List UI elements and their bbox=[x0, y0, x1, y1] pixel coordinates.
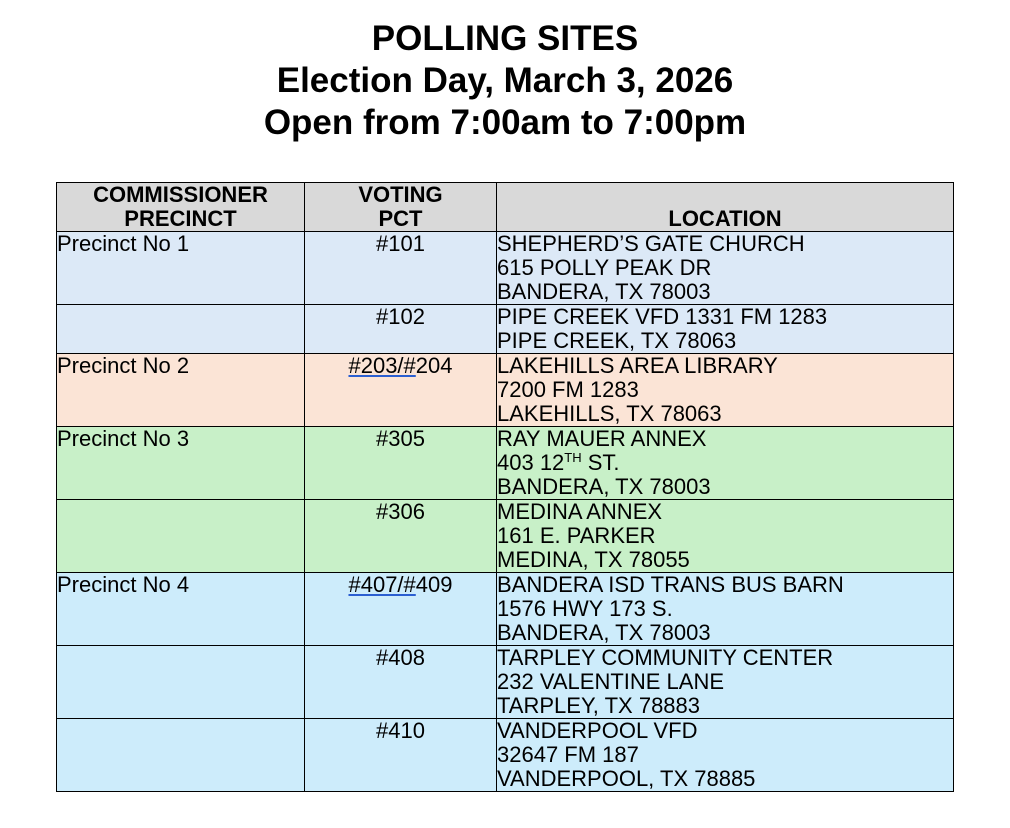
location-city: BANDERA, TX 78003 bbox=[497, 474, 711, 499]
header-location bbox=[497, 183, 954, 232]
voting-pct-cell bbox=[305, 305, 497, 354]
precinct-cell bbox=[57, 500, 305, 573]
voting-pct-cell bbox=[305, 500, 497, 573]
location-name: PIPE CREEK VFD 1331 FM 1283 bbox=[497, 304, 828, 329]
location-city: BANDERA, TX 78003 bbox=[497, 279, 711, 304]
voting-pct-label: #408 bbox=[376, 645, 425, 670]
title-line-2: Election Day, March 3, 2026 bbox=[276, 61, 734, 100]
precinct-label: Precinct No 1 bbox=[57, 231, 190, 256]
header-location-label: LOCATION bbox=[668, 206, 782, 231]
location-cell bbox=[497, 427, 954, 500]
location-city: MEDINA, TX 78055 bbox=[497, 547, 690, 572]
document-title bbox=[0, 18, 1010, 144]
header-voting-pct bbox=[305, 183, 497, 232]
header-voting-line1: VOTING bbox=[358, 182, 443, 207]
location-name: BANDERA ISD TRANS BUS BARN bbox=[497, 572, 844, 597]
voting-pct-label: #305 bbox=[376, 426, 425, 451]
location-cell bbox=[497, 305, 954, 354]
voting-pct-suffix: 204 bbox=[415, 353, 453, 378]
location-street: 615 POLLY PEAK DR bbox=[497, 255, 712, 280]
voting-pct-label: #101 bbox=[376, 231, 425, 256]
ordinal-suffix: TH bbox=[564, 450, 582, 465]
location-city: LAKEHILLS, TX 78063 bbox=[497, 401, 722, 426]
voting-pct-link[interactable]: #407/# bbox=[348, 572, 416, 597]
header-voting-line2: PCT bbox=[378, 206, 423, 231]
location-street: 7200 FM 1283 bbox=[497, 377, 639, 402]
precinct-label: Precinct No 3 bbox=[57, 426, 190, 451]
location-cell bbox=[497, 500, 954, 573]
header-commissioner-precinct bbox=[57, 183, 305, 232]
voting-pct-link[interactable]: #203/# bbox=[348, 353, 416, 378]
voting-pct-label bbox=[305, 354, 496, 378]
location-name: TARPLEY COMMUNITY CENTER bbox=[497, 645, 834, 670]
precinct-cell bbox=[57, 573, 305, 646]
voting-pct-label bbox=[305, 573, 496, 597]
table-row bbox=[57, 719, 954, 792]
table-row bbox=[57, 305, 954, 354]
title-line-3: Open from 7:00am to 7:00pm bbox=[263, 103, 747, 142]
header-commissioner-line1: COMMISSIONER bbox=[93, 182, 268, 207]
location-street: 32647 FM 187 bbox=[497, 742, 639, 767]
location-city: PIPE CREEK, TX 78063 bbox=[497, 328, 737, 353]
table-row bbox=[57, 232, 954, 305]
voting-pct-cell bbox=[305, 719, 497, 792]
voting-pct-label: #410 bbox=[376, 718, 425, 743]
location-cell bbox=[497, 719, 954, 792]
location-cell bbox=[497, 573, 954, 646]
table-row bbox=[57, 646, 954, 719]
location-city: BANDERA, TX 78003 bbox=[497, 620, 711, 645]
precinct-cell bbox=[57, 646, 305, 719]
location-street bbox=[497, 451, 953, 475]
voting-pct-cell bbox=[305, 427, 497, 500]
voting-pct-cell bbox=[305, 646, 497, 719]
table-row bbox=[57, 500, 954, 573]
location-cell bbox=[497, 646, 954, 719]
location-name: SHEPHERD’S GATE CHURCH bbox=[497, 231, 805, 256]
precinct-cell bbox=[57, 354, 305, 427]
polling-sites-table bbox=[56, 182, 954, 792]
location-street: 1576 HWY 173 S. bbox=[497, 596, 673, 621]
voting-pct-cell bbox=[305, 232, 497, 305]
header-row bbox=[57, 183, 954, 232]
precinct-label: Precinct No 2 bbox=[57, 353, 190, 378]
location-cell bbox=[497, 232, 954, 305]
table-row bbox=[57, 427, 954, 500]
location-cell bbox=[497, 354, 954, 427]
location-name: MEDINA ANNEX bbox=[497, 499, 663, 524]
voting-pct-label: #306 bbox=[376, 499, 425, 524]
location-name: VANDERPOOL VFD bbox=[497, 718, 698, 743]
table-row bbox=[57, 354, 954, 427]
precinct-cell bbox=[57, 719, 305, 792]
voting-pct-label: #102 bbox=[376, 304, 425, 329]
location-city: TARPLEY, TX 78883 bbox=[497, 693, 701, 718]
voting-pct-suffix: 409 bbox=[415, 572, 453, 597]
street-number: 403 12 bbox=[497, 450, 565, 475]
title-line-1: POLLING SITES bbox=[371, 19, 639, 58]
street-suffix: ST. bbox=[581, 450, 620, 475]
location-street: 232 VALENTINE LANE bbox=[497, 669, 725, 694]
voting-pct-cell bbox=[305, 354, 497, 427]
location-name: LAKEHILLS AREA LIBRARY bbox=[497, 353, 778, 378]
voting-pct-cell bbox=[305, 573, 497, 646]
header-commissioner-line2: PRECINCT bbox=[124, 206, 237, 231]
precinct-cell bbox=[57, 232, 305, 305]
location-name: RAY MAUER ANNEX bbox=[497, 426, 707, 451]
table-row bbox=[57, 573, 954, 646]
precinct-label: Precinct No 4 bbox=[57, 572, 190, 597]
location-city: VANDERPOOL, TX 78885 bbox=[497, 766, 756, 791]
precinct-cell bbox=[57, 427, 305, 500]
location-street: 161 E. PARKER bbox=[497, 523, 656, 548]
precinct-cell bbox=[57, 305, 305, 354]
